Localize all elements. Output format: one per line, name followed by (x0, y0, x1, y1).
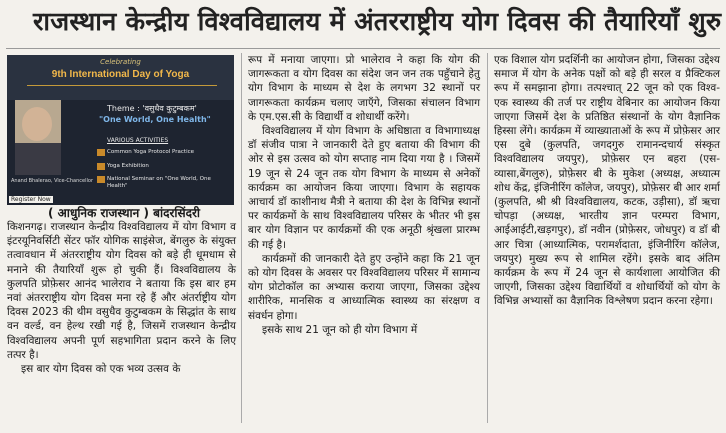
activity-icon (97, 176, 105, 183)
column-1 (7, 220, 236, 376)
activity-2: Yoga Exhibition (107, 163, 149, 169)
column-2-para-1: रूप में मनाया जाएगा। प्रो भालेराव ने कहा कि योग की जागरूकता व योग दिवस का संदेश जन जन तक पहुँचाने हेतु योग विभाग के माध्यम से देश के लगभग 32 स्थानों पर जागरूकता कार्यक्रम चलाए जाएँगे, जिसका संचालन विभाग के एम.एस.सी के विद्यार्थी व शोधार्थी करेंगे। (248, 54, 480, 123)
activity-icon (97, 163, 105, 170)
poster-slogan: "One World, One Health" (99, 115, 211, 124)
column-1-para-1: किशनगढ़। राजस्थान केन्द्रीय विश्वविद्यालय में योग विभाग व इंटरयूनिवर्सिटी सेंटर फॉर योगिक साइंसेज, बेंगलुरु के संयुक्त तत्वावधान में अंतरराष्ट्रीय योग दिवस को बड़े ही धूमधाम से मनाने की तैयारियाँ शुरू हो चुकी हैं। विश्वविद्यालय के कुलपति प्रोफ़ेसर आनंद भालेराव ने बताया कि इस बार हम नवां अंतरराष्ट्रीय योग दिवस मना रहे हैं और अंतर्राष्ट्रीय योग दिवस 2023 की थीम वसुधैव कुटुम्बकम के सिद्धांत के साथ वन वर्ल्ड, वन हेल्थ रखी गई है, जिसमें राजस्थान केन्द्रीय विश्वविद्यालय अपनी पूर्ण सहभागिता प्रदान करने के लिए तत्पर है। (7, 221, 236, 361)
portrait-caption: Anand Bhalerao, Vice-Chancellor (11, 178, 94, 184)
poster-theme: Theme : 'वसुधैव कुटुम्बकम' (107, 104, 197, 113)
column-2-para-2: विश्वविद्यालय में योग विभाग के अधिष्ठाता व विभागाध्यक्ष डॉ संजीव पात्रा ने जानकारी देते हुए बताया की विभाग की ओर से इस उत्सव को योग सप्ताह नाम दिया गया है । जिसमें 19 जून से 24 जून तक योग विभाग के माध्यम से अनेकों कार्यक्रम का आयोजन किया जाएगा। विभाग के सहायक आचार्य डॉ काशीनाथ मैत्री ने बताया की देश के विभिन्न स्थानों पर कार्यक्रमों के साथ विश्वविद्यालय परिसर के भीतर भी इस बार योग विज्ञान पर कार्यक्रमों की एक अनूठी श्रृंखला प्रारम्भ की गई है। (248, 125, 480, 251)
activity-1: Common Yoga Protocol Practice (107, 149, 195, 155)
column-3-para-1: एक विशाल योग प्रदर्शिनी का आयोजन होगा, जिसका उद्देश्य समाज में योग के अनेक पक्षों को बड़े ही सरल व प्रैक्टिकल रूप में समझाना होगा। तत्पश्चात् 22 जून को एक विश्व-एक स्वास्थ्य की तर्ज पर राष्ट्रीय वेबिनार का आयोजन किया जाएगा जिसमें देश के प्रतिष्ठित संस्थानों के योग वैज्ञानिक हिस्सा लेंगे। कार्यक्रम में व्याख्याताओं के रूप में प्रोफ़ेसर आर एस दुबे (कुलपति, जगदगुरु रामानन्दचार्य संस्कृत विश्वविद्यालय जयपुर), प्रोफ़ेसर एन बहरा (एस-व्यासा,बेंगलुरु), प्रोफ़ेसर बी के मुकेश (अध्यक्ष, अध्यात्म शोध केंद्र, इंजिनीरिंग कॉलेज, जयपुर), प्रोफ़ेसर बी आर शर्मा (कुलपति, श्री श्री विश्वविद्यालय, कटक, उड़ीसा), डॉ ऋचा चोपड़ा (अध्यक्ष, भारतीय ज्ञान परम्परा विभाग, आईआईटी,खड़गपुर), डॉ नवीन (प्रोफ़ेसर, जोधपुर) व डॉ बी आर चित्रा (आध्यात्मिक, परामर्शदाता, इंजिनीरिंग कॉलेज, जयपुर) मुख्य रूप से शामिल रहेंगे। इसके बाद अंतिम कार्यक्रम के रूप में 24 जून से कार्यशाला आयोजित की जाएगी, जिसका उद्देश्य विद्यार्थियों व शोधार्थियों को योग के विभिन्न अभ्यासों का वैज्ञानिक विश्लेषण प्रदान करना रहेगा। (494, 54, 720, 308)
portrait-face (22, 107, 52, 141)
poster-title: 9th International Day of Yoga (51, 69, 190, 80)
headline-band (0, 0, 726, 52)
activity-icon (97, 149, 105, 156)
poster-activities-heading: VARIOUS ACTIVITIES (107, 137, 169, 144)
article-headline: राजस्थान केन्द्रीय विश्वविद्यालय में अंतरराष्ट्रीय योग दिवस की तैयारियाँ शुरु (33, 7, 722, 37)
column-2-para-4: इसके साथ 21 जून को ही योग विभाग में (262, 323, 418, 336)
column-divider (487, 53, 488, 423)
poster-celebrating: Celebrating (100, 58, 141, 66)
activity-3: National Seminar on "One World, One Health" (107, 176, 211, 189)
column-3 (494, 53, 720, 309)
poster-register-note: Register Now (11, 196, 51, 203)
headline-rule (6, 48, 720, 49)
column-2-para-3: कार्यक्रमों की जानकारी देते हुए उन्होंने कहा कि 21 जून को योग दिवस के अवसर पर विश्वविद्यालय परिसर में सामान्य योग प्रोटोकॉल का अभ्यास कराया जाएगा, जिसका उद्देश्य शारीरिक, मानसिक व आध्यात्मिक स्वास्थ्य का संरक्षण व संवर्धन होगा। (248, 252, 480, 322)
column-divider (241, 53, 242, 423)
column-2 (248, 53, 480, 337)
event-poster-image (7, 55, 234, 205)
poster-divider (27, 85, 217, 86)
column-1-para-2: इस बार योग दिवस को एक भव्य उत्सव के (21, 363, 181, 376)
dateline: ( आधुनिक राजस्थान ) बांदरसिंदरी (48, 206, 200, 220)
portrait-suit (15, 143, 61, 175)
dateline-block (12, 206, 236, 220)
